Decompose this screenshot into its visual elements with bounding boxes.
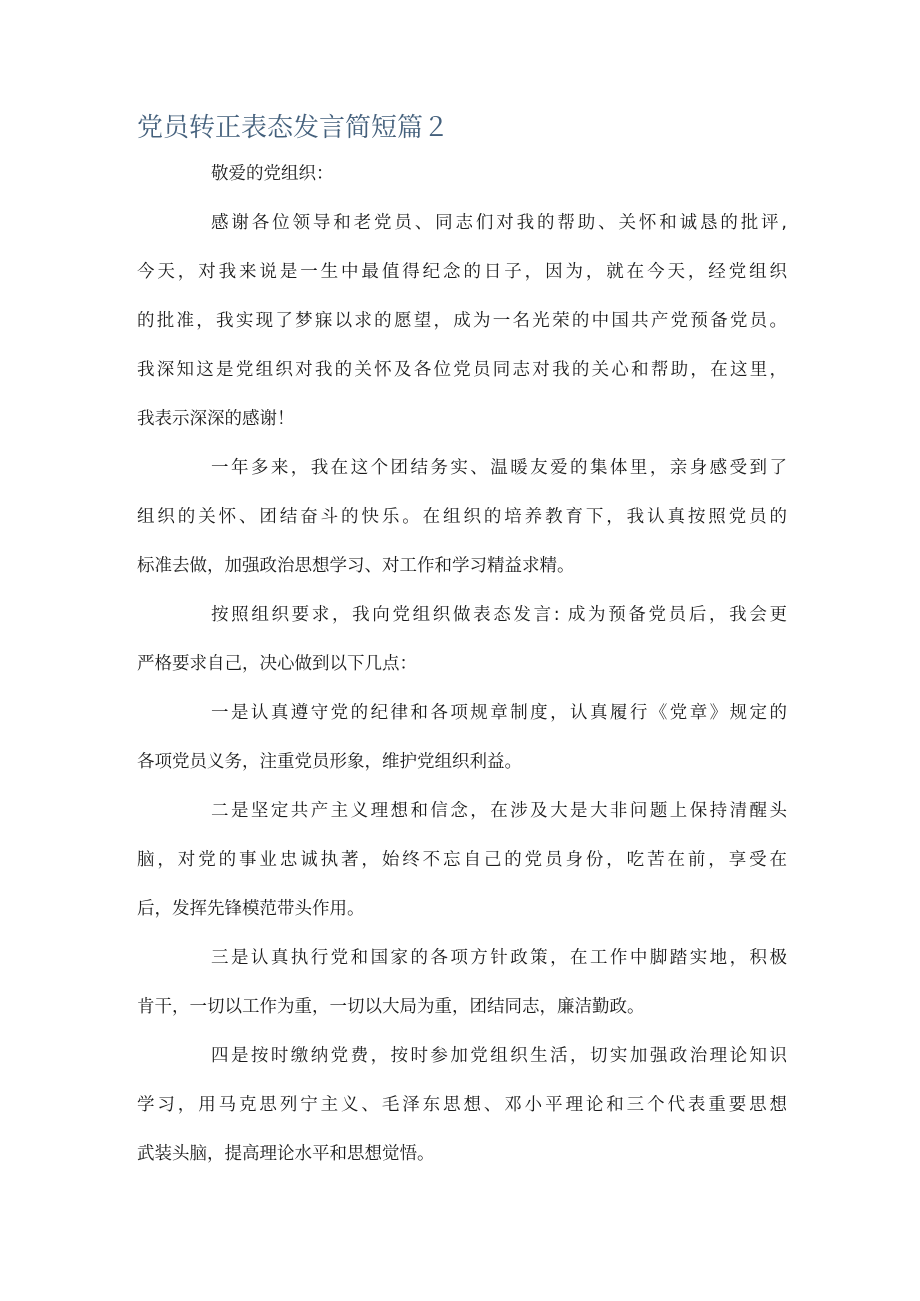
text-line: 感谢各位领导和老党员、同志们对我的帮助、关怀和诚恳的批评,: [211, 213, 787, 233]
text-line: 二是坚定共产主义理想和信念，在涉及大是大非问题上保持清醒头: [211, 801, 787, 821]
text-line: 一是认真遵守党的纪律和各项规章制度，认真履行《党章》规定的: [211, 703, 787, 723]
document-body: [137, 150, 787, 1179]
paragraph-year-review: [137, 444, 787, 591]
paragraph-point-two: [137, 787, 787, 934]
text-line: 后，发挥先锋模范带头作用。: [137, 899, 365, 919]
text-line: 我表示深深的感谢！: [137, 409, 295, 429]
salutation: 敬爱的党组织：: [211, 164, 334, 184]
text-line: 我深知这是党组织对我的关怀及各位党员同志对我的关心和帮助，在这里，: [137, 360, 787, 380]
paragraph-thanks: [137, 199, 787, 444]
text-line: 按照组织要求，我向党组织做表态发言: 成为预备党员后，我会更: [211, 605, 787, 625]
text-line: 三是认真执行党和国家的各项方针政策，在工作中脚踏实地，积极: [211, 948, 787, 968]
text-line: 各项党员义务，注重党员形象，维护党组织利益。: [137, 752, 522, 772]
text-line: 脑，对党的事业忠诚执著，始终不忘自己的党员身份，吃苦在前，享受在: [137, 850, 787, 870]
document-title: 党员转正表态发言简短篇２: [137, 113, 450, 143]
paragraph-point-four: [137, 1032, 787, 1179]
text-line: 一年多来，我在这个团结务实、温暖友爱的集体里，亲身感受到了: [211, 458, 787, 478]
paragraph-point-three: [137, 934, 787, 1032]
text-line: 肯干，一切以工作为重，一切以大局为重，团结同志，廉洁勤政。: [137, 997, 645, 1017]
text-line: 学习，用马克思列宁主义、毛泽东思想、邓小平理论和三个代表重要思想: [137, 1095, 787, 1115]
text-line: 组织的关怀、团结奋斗的快乐。在组织的培养教育下，我认真按照党员的: [137, 507, 787, 527]
text-line: 严格要求自己，决心做到以下几点：: [137, 654, 417, 674]
text-line: 的批准，我实现了梦寐以求的愿望，成为一名光荣的中国共产党预备党员。: [137, 311, 787, 331]
text-line: 四是按时缴纳党费，按时参加党组织生活，切实加强政治理论知识: [211, 1046, 787, 1066]
text-line: 武装头脑，提高理论水平和思想觉悟。: [137, 1144, 435, 1164]
paragraph-point-one: [137, 689, 787, 787]
text-line: 标准去做，加强政治思想学习、对工作和学习精益求精。: [137, 556, 575, 576]
text-line: 今天，对我来说是一生中最值得纪念的日子，因为，就在今天，经党组织: [137, 262, 787, 282]
paragraph-pledge-intro: [137, 591, 787, 689]
